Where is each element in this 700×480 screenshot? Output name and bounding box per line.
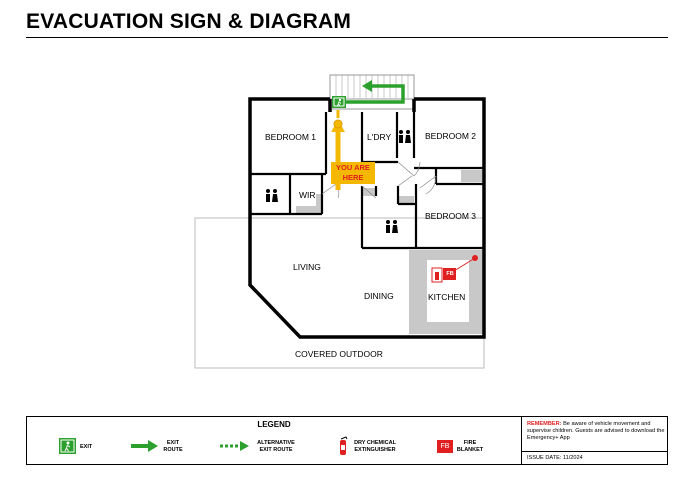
legend-alternative-route-line-2: EXIT ROUTE: [259, 447, 293, 453]
page-title: EVACUATION SIGN & DIAGRAM: [26, 10, 352, 33]
you-are-here-line-2: HERE: [342, 173, 364, 182]
legend-fire-blanket-icon: FB: [437, 440, 453, 453]
fire-blanket-marker-label: FB: [446, 271, 454, 277]
room-label-dining: DINING: [364, 291, 394, 301]
room-label-bedroom-3: BEDROOM 3: [425, 211, 477, 221]
legend-fire-blanket-line-1: FIRE: [463, 440, 477, 446]
reminder-text: Be aware of vehicle movement and supervise children. Guests are advised to download the Emergency+ App: [527, 421, 665, 441]
safety-reminder: [527, 421, 665, 442]
legend-exit-label: EXIT: [80, 444, 93, 450]
legend-title: LEGEND: [257, 420, 291, 429]
legend-alternative-route-arrow-icon: [220, 439, 250, 453]
room-label-living: LIVING: [293, 262, 321, 272]
joinery: [296, 170, 483, 334]
room-label-kitchen: KITCHEN: [428, 292, 466, 302]
legend-exit-route-line-1: EXIT: [166, 440, 180, 446]
room-label-laundry: L'DRY: [367, 132, 392, 142]
room-label-bedroom-1: BEDROOM 1: [265, 132, 317, 142]
legend-exit-route-label: [161, 440, 185, 454]
legend-exit-route-line-2: ROUTE: [163, 447, 183, 453]
legend-exit-sign-icon: [59, 438, 76, 454]
issue-date: ISSUE DATE: 11/2024: [527, 455, 583, 461]
legend-fire-blanket-label: [455, 440, 485, 454]
toilet-icon-laundry: [399, 130, 411, 143]
legend-exit-route-arrow-icon: [131, 439, 159, 453]
legend-extinguisher-icon: [338, 436, 349, 456]
reminder-label: REMEMBER:: [527, 421, 562, 427]
you-are-here-marker: [331, 162, 375, 184]
exit-sign-icon: [332, 96, 346, 108]
you-are-here-line-1: YOU ARE: [336, 163, 370, 172]
room-label-wir: WIR: [299, 190, 316, 200]
legend-divider: [521, 417, 522, 464]
legend-extinguisher-label: [350, 440, 400, 454]
toilet-icon-ensuite: [266, 189, 278, 202]
room-label-covered-outdoor: COVERED OUTDOOR: [295, 349, 383, 359]
legend: [26, 416, 668, 465]
room-label-bedroom-2: BEDROOM 2: [425, 131, 477, 141]
legend-extinguisher-line-2: EXTINGUISHER: [354, 447, 396, 453]
issue-divider: [522, 451, 667, 452]
legend-alternative-route-line-1: ALTERNATIVE: [257, 440, 295, 446]
legend-fire-blanket-line-2: BLANKET: [456, 447, 484, 453]
legend-extinguisher-line-1: DRY CHEMICAL: [354, 440, 396, 446]
legend-alternative-route-label: [252, 440, 300, 454]
toilet-icon-bathroom: [386, 220, 398, 233]
